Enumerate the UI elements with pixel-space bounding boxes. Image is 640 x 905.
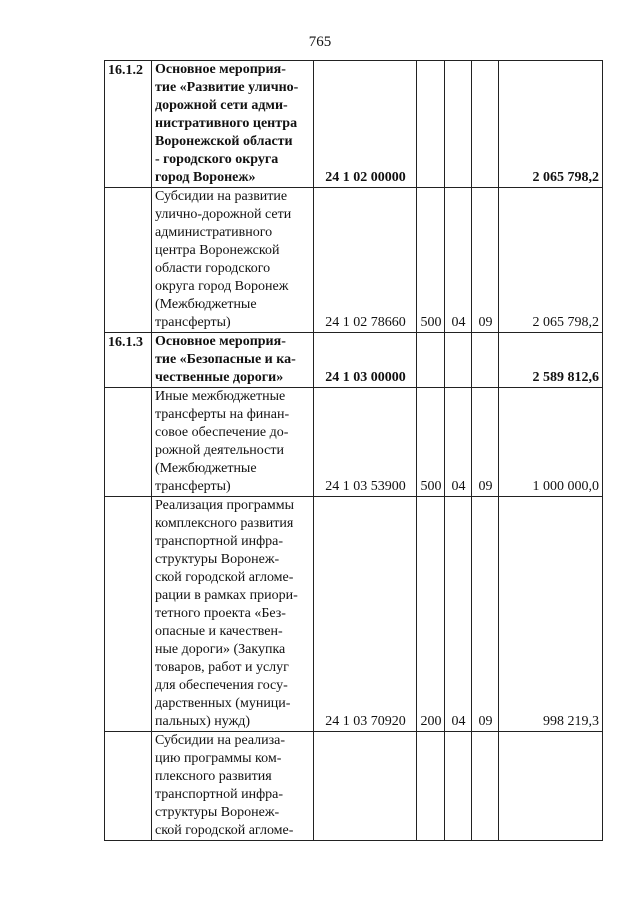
rz-cell bbox=[445, 732, 472, 841]
rz-cell bbox=[445, 333, 472, 388]
table-row bbox=[105, 732, 603, 841]
row-number-cell: 16.1.2 bbox=[105, 61, 152, 188]
row-name-line: - городского округа bbox=[155, 152, 279, 167]
csr-cell: 24 1 03 53900 bbox=[314, 388, 417, 497]
row-name-line: ные дороги» (Закупка bbox=[155, 642, 286, 657]
row-name-line: рации в рамках приори- bbox=[155, 588, 298, 603]
sum-cell: 1 000 000,0 bbox=[499, 388, 603, 497]
row-name-line: нистративного центра bbox=[155, 116, 298, 131]
row-name-line: структуры Воронеж- bbox=[155, 552, 280, 567]
rz-cell: 04 bbox=[445, 388, 472, 497]
pr-cell: 09 bbox=[472, 388, 499, 497]
pr-cell: 09 bbox=[472, 188, 499, 333]
sum-cell: 998 219,3 bbox=[499, 497, 603, 732]
rz-cell: 04 bbox=[445, 188, 472, 333]
row-name-line: совое обеспечение до- bbox=[155, 425, 289, 440]
row-name-line: дорожной сети адми- bbox=[155, 98, 288, 113]
pr-cell bbox=[472, 61, 499, 188]
rz-cell: 04 bbox=[445, 497, 472, 732]
pr-cell: 09 bbox=[472, 497, 499, 732]
vr-cell: 200 bbox=[417, 497, 445, 732]
row-number-cell bbox=[105, 388, 152, 497]
sum-cell: 2 065 798,2 bbox=[499, 188, 603, 333]
row-name-line: (Межбюджетные bbox=[155, 461, 257, 476]
row-number-cell bbox=[105, 497, 152, 732]
vr-cell bbox=[417, 61, 445, 188]
row-name-line: чественные дороги» bbox=[155, 370, 284, 385]
row-name-line: административного bbox=[155, 225, 273, 240]
budget-table bbox=[104, 60, 603, 841]
row-number-cell bbox=[105, 732, 152, 841]
sum-cell bbox=[499, 732, 603, 841]
table-row bbox=[105, 333, 603, 388]
sum-cell: 2 589 812,6 bbox=[499, 333, 603, 388]
row-number-cell: 16.1.3 bbox=[105, 333, 152, 388]
row-name-line: области городского bbox=[155, 261, 271, 276]
table-row bbox=[105, 61, 603, 188]
row-name-line: комплексного развития bbox=[155, 516, 294, 531]
row-name-line: структуры Воронеж- bbox=[155, 805, 280, 820]
row-name-line: центра Воронежской bbox=[155, 243, 280, 258]
page-number: 765 bbox=[308, 34, 332, 50]
row-name-line: ской городской агломе- bbox=[155, 570, 294, 585]
row-name-line: улично-дорожной сети bbox=[155, 207, 292, 222]
row-name-line: Субсидии на развитие bbox=[155, 189, 288, 204]
row-name-cell bbox=[152, 333, 314, 388]
row-name-line: Воронежской области bbox=[155, 134, 293, 149]
pr-cell bbox=[472, 333, 499, 388]
row-name-line: ской городской агломе- bbox=[155, 823, 294, 838]
row-name-line: цию программы ком- bbox=[155, 751, 282, 766]
csr-cell: 24 1 03 70920 bbox=[314, 497, 417, 732]
table-row bbox=[105, 497, 603, 732]
vr-cell: 500 bbox=[417, 188, 445, 333]
row-name-line: Субсидии на реализа- bbox=[155, 733, 286, 748]
csr-cell: 24 1 03 00000 bbox=[314, 333, 417, 388]
row-name-line: рожной деятельности bbox=[155, 443, 284, 458]
rz-cell bbox=[445, 61, 472, 188]
row-name-line: Реализация программы bbox=[155, 498, 295, 513]
row-name-line: трансферты) bbox=[155, 315, 231, 330]
row-name-line: тие «Развитие улично- bbox=[155, 80, 299, 95]
row-name-line: Основное мероприя- bbox=[155, 62, 286, 77]
sum-cell: 2 065 798,2 bbox=[499, 61, 603, 188]
row-name-cell bbox=[152, 61, 314, 188]
row-name-line: тетного проекта «Без- bbox=[155, 606, 286, 621]
row-name-line: плексного развития bbox=[155, 769, 272, 784]
row-name-cell bbox=[152, 732, 314, 841]
row-name-line: опасные и качествен- bbox=[155, 624, 283, 639]
row-name-cell bbox=[152, 388, 314, 497]
csr-cell: 24 1 02 00000 bbox=[314, 61, 417, 188]
row-name-line: город Воронеж» bbox=[155, 170, 256, 185]
vr-cell bbox=[417, 333, 445, 388]
row-name-line: тие «Безопасные и ка- bbox=[155, 352, 296, 367]
row-name-line: трансферты) bbox=[155, 479, 231, 494]
csr-cell: 24 1 02 78660 bbox=[314, 188, 417, 333]
vr-cell: 500 bbox=[417, 388, 445, 497]
row-name-cell bbox=[152, 188, 314, 333]
row-name-line: трансферты на финан- bbox=[155, 407, 290, 422]
vr-cell bbox=[417, 732, 445, 841]
table-row bbox=[105, 188, 603, 333]
row-name-line: округа город Воронеж bbox=[155, 279, 289, 294]
pr-cell bbox=[472, 732, 499, 841]
row-name-line: для обеспечения госу- bbox=[155, 678, 288, 693]
row-name-cell bbox=[152, 497, 314, 732]
row-name-line: (Межбюджетные bbox=[155, 297, 257, 312]
table-row bbox=[105, 388, 603, 497]
row-name-line: Иные межбюджетные bbox=[155, 389, 286, 404]
row-name-line: транспортной инфра- bbox=[155, 534, 284, 549]
row-name-line: пальных) нужд) bbox=[155, 714, 251, 729]
row-name-line: Основное мероприя- bbox=[155, 334, 286, 349]
row-name-line: дарственных (муници- bbox=[155, 696, 291, 711]
row-number-cell bbox=[105, 188, 152, 333]
row-name-line: товаров, работ и услуг bbox=[155, 660, 289, 675]
row-name-line: транспортной инфра- bbox=[155, 787, 284, 802]
csr-cell bbox=[314, 732, 417, 841]
